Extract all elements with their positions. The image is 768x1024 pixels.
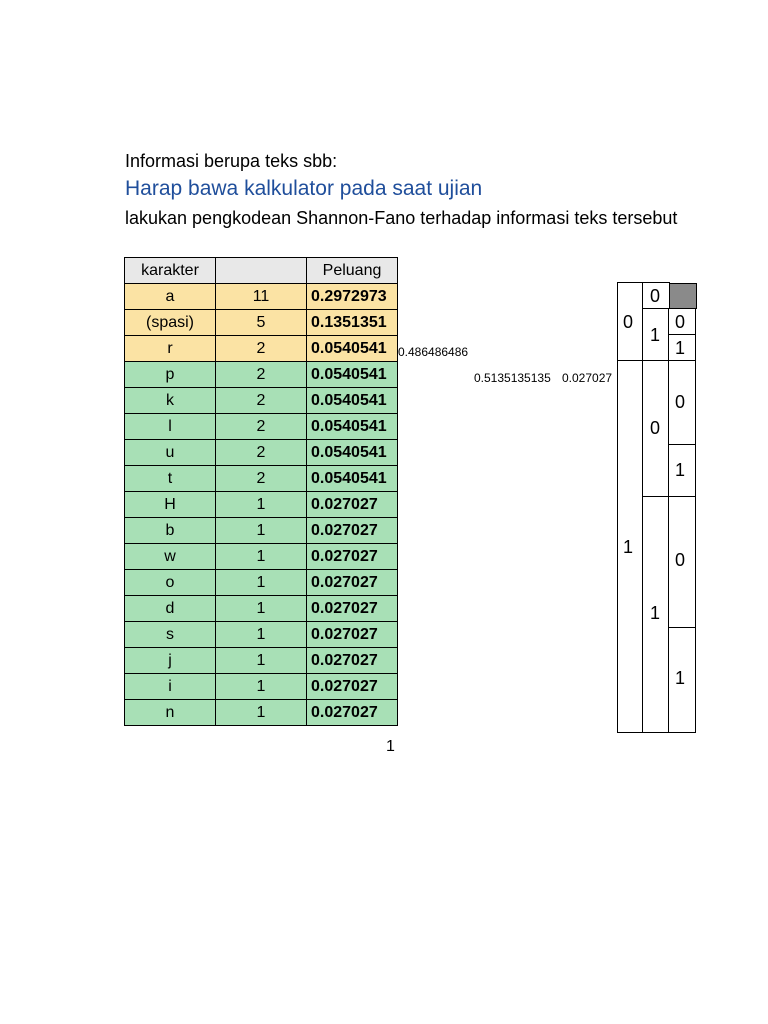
- cell-peluang: 0.0540541: [307, 388, 398, 414]
- table-row: [125, 388, 398, 414]
- tree-label-l1-bottom: 1: [623, 537, 634, 557]
- tree-label-l2-d: 1: [650, 603, 661, 623]
- cell-count: 2: [216, 440, 307, 466]
- exam-note: Harap bawa kalkulator pada saat ujian: [125, 177, 483, 200]
- table-row: [125, 440, 398, 466]
- cell-karakter: d: [125, 596, 216, 622]
- cell-count: 1: [216, 544, 307, 570]
- cell-peluang: 0.027027: [307, 570, 398, 596]
- tree-gray-cell: [669, 283, 697, 309]
- table-row: [125, 414, 398, 440]
- tree-label-l2-b: 1: [650, 325, 661, 345]
- table-row: [125, 570, 398, 596]
- tree-label-l1-top: 0: [623, 312, 634, 332]
- table-row: [125, 648, 398, 674]
- cell-peluang: 0.027027: [307, 492, 398, 518]
- cell-karakter: H: [125, 492, 216, 518]
- cell-count: 1: [216, 492, 307, 518]
- cell-peluang: 0.027027: [307, 518, 398, 544]
- cell-karakter: i: [125, 674, 216, 700]
- cell-karakter: s: [125, 622, 216, 648]
- small-prob-note: 0.027027: [562, 371, 613, 385]
- task-instruction: lakukan pengkodean Shannon-Fano terhadap informasi teks tersebut: [125, 208, 678, 228]
- sum-top-note: 0.486486486: [398, 345, 469, 359]
- tree-label-l3-b: 1: [675, 338, 686, 358]
- tree-label-l3-d: 1: [675, 460, 686, 480]
- table-header-row: [125, 258, 398, 284]
- table-row: [125, 518, 398, 544]
- table-row: [125, 310, 398, 336]
- cell-karakter: (spasi): [125, 310, 216, 336]
- table-row: [125, 700, 398, 726]
- cell-peluang: 0.0540541: [307, 362, 398, 388]
- header-peluang: Peluang: [307, 258, 398, 284]
- cell-karakter: k: [125, 388, 216, 414]
- cell-karakter: j: [125, 648, 216, 674]
- cell-count: 1: [216, 596, 307, 622]
- cell-karakter: w: [125, 544, 216, 570]
- cell-karakter: b: [125, 518, 216, 544]
- tree-label-l3-a: 0: [675, 312, 686, 332]
- cell-count: 1: [216, 648, 307, 674]
- cell-peluang: 0.0540541: [307, 336, 398, 362]
- cell-count: 2: [216, 362, 307, 388]
- cell-peluang: 0.0540541: [307, 440, 398, 466]
- cell-karakter: o: [125, 570, 216, 596]
- table-row: [125, 336, 398, 362]
- probability-total: 1: [386, 738, 395, 755]
- cell-count: 1: [216, 622, 307, 648]
- table-row: [125, 466, 398, 492]
- cell-karakter: p: [125, 362, 216, 388]
- cell-karakter: n: [125, 700, 216, 726]
- cell-peluang: 0.027027: [307, 700, 398, 726]
- cell-karakter: t: [125, 466, 216, 492]
- cell-count: 2: [216, 388, 307, 414]
- cell-peluang: 0.2972973: [307, 284, 398, 310]
- header-karakter: karakter: [125, 258, 216, 284]
- table-row: [125, 544, 398, 570]
- intro-line: Informasi berupa teks sbb:: [125, 151, 338, 171]
- cell-count: 5: [216, 310, 307, 336]
- cell-karakter: u: [125, 440, 216, 466]
- cell-peluang: 0.027027: [307, 622, 398, 648]
- cell-count: 1: [216, 570, 307, 596]
- cell-karakter: l: [125, 414, 216, 440]
- cell-count: 11: [216, 284, 307, 310]
- tree-label-l2-a: 0: [650, 286, 661, 306]
- cell-peluang: 0.027027: [307, 544, 398, 570]
- header-count: [216, 258, 307, 284]
- probability-table: [124, 257, 398, 726]
- cell-count: 1: [216, 700, 307, 726]
- sum-bottom-note: 0.5135135135: [474, 371, 551, 385]
- cell-karakter: r: [125, 336, 216, 362]
- cell-count: 2: [216, 414, 307, 440]
- cell-peluang: 0.0540541: [307, 414, 398, 440]
- cell-peluang: 0.027027: [307, 674, 398, 700]
- cell-peluang: 0.1351351: [307, 310, 398, 336]
- cell-karakter: a: [125, 284, 216, 310]
- tree-label-l3-e: 0: [675, 550, 686, 570]
- cell-peluang: 0.027027: [307, 596, 398, 622]
- cell-count: 2: [216, 336, 307, 362]
- table-row: [125, 596, 398, 622]
- tree-label-l3-c: 0: [675, 392, 686, 412]
- table-row: [125, 284, 398, 310]
- cell-count: 2: [216, 466, 307, 492]
- cell-peluang: 0.027027: [307, 648, 398, 674]
- table-row: [125, 674, 398, 700]
- cell-count: 1: [216, 674, 307, 700]
- cell-count: 1: [216, 518, 307, 544]
- tree-label-l2-c: 0: [650, 418, 661, 438]
- table-row: [125, 492, 398, 518]
- tree-label-l3-f: 1: [675, 668, 686, 688]
- table-row: [125, 362, 398, 388]
- table-row: [125, 622, 398, 648]
- cell-peluang: 0.0540541: [307, 466, 398, 492]
